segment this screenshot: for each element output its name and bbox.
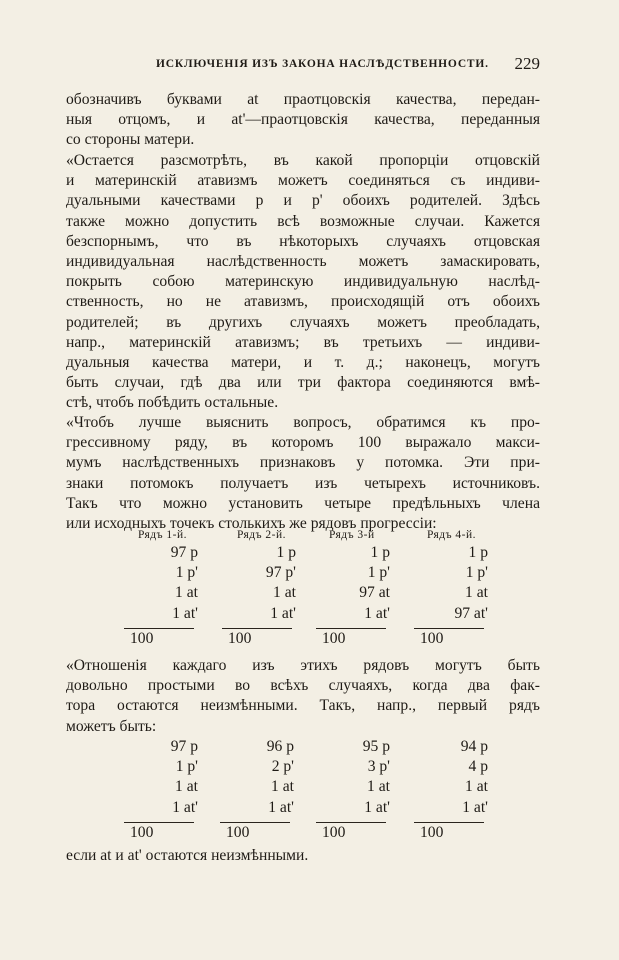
text-line: родителей; въ другихъ случаяхъ можетъ преобладать, [66, 313, 540, 331]
table-cell: 1 at' [364, 604, 390, 622]
text-line: «Остается разсмотрѣть, въ какой пропорціи отцовскій [66, 152, 540, 169]
paragraph-1 [66, 90, 540, 151]
table-cell: 1 at' [172, 604, 198, 622]
page-header [66, 54, 542, 76]
table-cell: 1 p [370, 544, 390, 561]
table-cell: 1 p [468, 544, 488, 561]
table-cell: 97 p [170, 544, 198, 561]
table-cell: 97 p' [265, 564, 296, 582]
table-cell: 1 at [465, 584, 488, 602]
text-line: также можно допустить всѣ возможные случаи. Кажется [66, 212, 540, 230]
table-cell: 1 p' [367, 564, 390, 582]
table-cell: 1 at' [270, 604, 296, 622]
text-line: стѣ, чтобъ побѣдить остальные. [66, 394, 279, 412]
column-total: 100 [420, 823, 444, 841]
text-line: если at и at' остаются неизмѣнными. [66, 847, 309, 864]
table-cell: 1 at' [268, 798, 294, 816]
column-total: 100 [130, 823, 154, 841]
text-line: покрыть собою материнскую индивидуальную наслѣд- [66, 273, 540, 291]
table-column [420, 543, 488, 649]
text-line: и материнскій атавизмъ можетъ соединяться съ индиви- [66, 172, 540, 190]
text-line: Такъ что можно установить четыре предѣльныхъ члена [66, 494, 540, 512]
column-header: Рядъ 2-й. [237, 529, 287, 541]
table-cell: 1 p' [175, 564, 198, 582]
table-cell: 1 at [273, 584, 296, 602]
text-line: индивидуальная наслѣдственность можетъ замаскировать, [66, 253, 540, 271]
table-cell: 94 p [460, 738, 488, 755]
table-cell: 1 at [367, 778, 390, 796]
table-cell: 2 p' [271, 758, 294, 776]
column-total: 100 [228, 629, 252, 647]
text-line last-line: можетъ быть: [66, 717, 157, 735]
text-line: знаки потомокъ получаетъ изъ четырехъ источниковъ. [66, 474, 540, 492]
column-header: Рядъ 3-й [329, 529, 375, 541]
text-line: напр., материнскій атавизмъ; въ третьихъ — индиви- [66, 333, 540, 351]
text-line: ныя отцомъ, и at'—праотцовскія качества, переданныя [66, 111, 540, 129]
table-column [420, 737, 488, 843]
table-column [322, 543, 390, 649]
paragraph-5 [66, 846, 540, 866]
table-cell: 97 at' [454, 604, 488, 622]
table-column [130, 737, 198, 843]
column-header: Рядъ 1-й. [138, 529, 188, 541]
text-line: тора остаются неизмѣнными. Такъ, напр., первый рядъ [66, 697, 540, 715]
text-line: мумъ наслѣдственныхъ признаковъ у потомка. Эти при- [66, 454, 540, 472]
table-cell: 1 at' [462, 798, 488, 816]
table-cell: 95 p [362, 738, 390, 755]
table-column [228, 543, 296, 649]
text-line: грессивному ряду, въ которомъ 100 выражало макси- [66, 434, 540, 452]
column-header: Рядъ 4-й. [427, 529, 477, 541]
paragraph-2 [66, 151, 540, 414]
text-line: «Чтобъ лучше выяснить вопросъ, обратимся къ про- [66, 414, 540, 431]
table-cell: 1 at' [364, 798, 390, 816]
table-cell: 1 p [276, 544, 296, 561]
table-cell: 1 at [271, 778, 294, 796]
progression-table-1 [66, 529, 542, 647]
table-column [322, 737, 390, 843]
table-column [226, 737, 294, 843]
column-total: 100 [130, 629, 154, 647]
table-cell: 1 at [465, 778, 488, 796]
text-line: со стороны матери. [66, 131, 195, 149]
table-cell: 1 p' [465, 564, 488, 582]
paragraph-4 [66, 656, 540, 737]
table-column [130, 543, 198, 649]
table-cell: 97 p [170, 738, 198, 755]
column-total: 100 [420, 629, 444, 647]
text-line: безспорнымъ, что въ нѣкоторыхъ случаяхъ отцовская [66, 232, 540, 250]
text-line: довольно простыми во всѣхъ случаяхъ, когда два фак- [66, 677, 540, 695]
text-line: ственность, но не атавизмъ, происходящій отъ обоихъ [66, 293, 540, 311]
page-number: 229 [514, 54, 540, 73]
text-line: быть случаи, гдѣ два или три фактора соединяются вмѣ- [66, 374, 540, 392]
table-cell: 96 p [266, 738, 294, 755]
text-line: дуальныя качества матери, и т. д.; наконецъ, могутъ [66, 354, 540, 372]
column-total: 100 [322, 629, 346, 647]
column-total: 100 [226, 823, 250, 841]
table-cell: 4 p [468, 758, 488, 776]
column-total: 100 [322, 823, 346, 841]
text-line: «Отношенія каждаго изъ этихъ рядовъ могутъ быть [66, 657, 540, 674]
table-cell: 3 p' [367, 758, 390, 776]
table-cell: 97 at [359, 584, 390, 602]
running-head: ИСКЛЮЧЕНІЯ ИЗЪ ЗАКОНА НАСЛѢДСТВЕННОСТИ. [156, 58, 489, 70]
table-cell: 1 at [175, 584, 198, 602]
text-line: обозначивъ буквами at праотцовскія качества, передан- [66, 91, 540, 108]
text-line: или исходныхъ точекъ столькихъ же рядовъ прогрессіи: [66, 515, 437, 533]
paragraph-3 [66, 413, 540, 534]
table-cell: 1 at' [172, 798, 198, 816]
text-line: дуальными качествами p и p' обоихъ родителей. Здѣсь [66, 192, 540, 210]
table-cell: 1 at [175, 778, 198, 796]
table-cell: 1 p' [175, 758, 198, 776]
